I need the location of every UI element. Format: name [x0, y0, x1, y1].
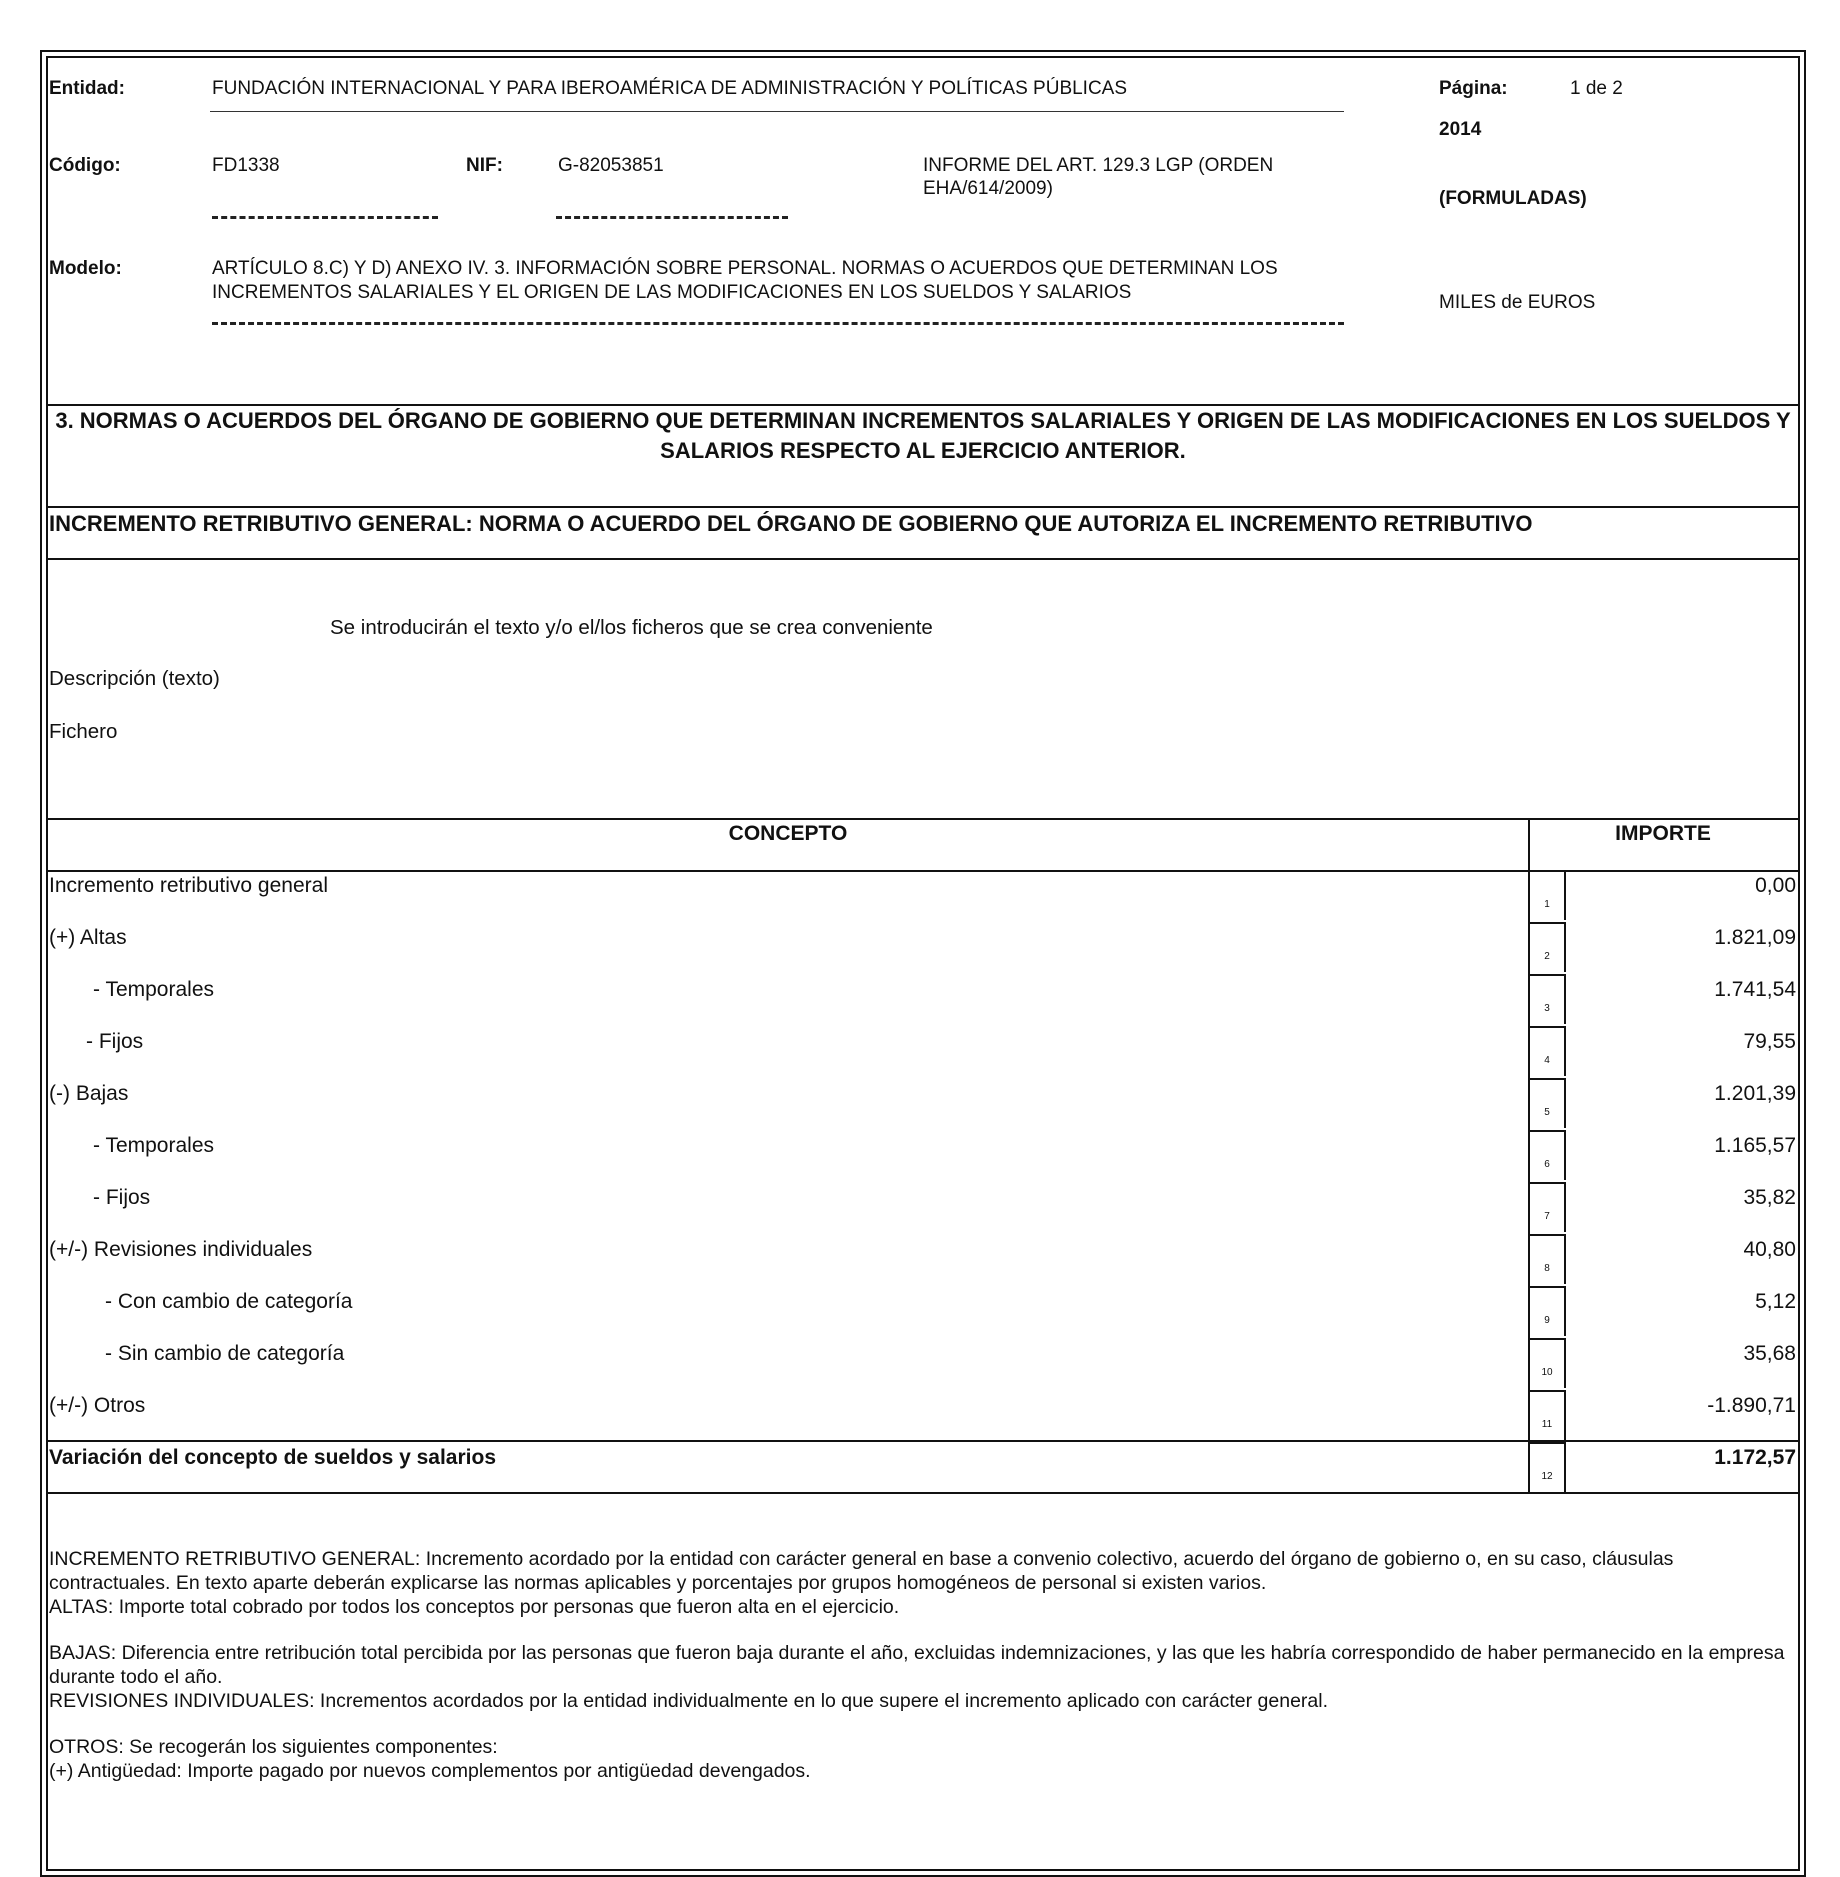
- column-header-concepto: CONCEPTO: [728, 822, 848, 845]
- informe-line-2: EHA/614/2009): [923, 178, 1053, 199]
- row-number: 5: [1528, 1078, 1566, 1128]
- row-number: 11: [1528, 1390, 1566, 1440]
- nif-value: G-82053851: [558, 155, 664, 176]
- codigo-label: Código:: [49, 155, 121, 176]
- row-number: 4: [1528, 1026, 1566, 1076]
- row-amount: 0,00: [1755, 874, 1796, 897]
- row-number: 9: [1528, 1286, 1566, 1336]
- row-label: - Temporales: [93, 978, 214, 1001]
- row-number: 2: [1528, 922, 1566, 972]
- section-title: 3. NORMAS O ACUERDOS DEL ÓRGANO DE GOBIERNO QUE DETERMINAN INCREMENTOS SALARIALES Y ORIGEN DE LAS MODIFICACIONES EN LOS SUELDOS Y SALARIOS RESPECTO AL EJERCICIO ANTERIOR.: [55, 408, 1791, 463]
- row-number: 6: [1528, 1130, 1566, 1180]
- table-top-border: [46, 818, 1800, 820]
- row-label: (+) Altas: [49, 926, 127, 949]
- entidad-label: Entidad:: [49, 78, 125, 99]
- row-label: Incremento retributivo general: [49, 874, 328, 897]
- row-amount: 1.201,39: [1714, 1082, 1796, 1105]
- row-label: - Sin cambio de categoría: [105, 1342, 345, 1365]
- row-label: (+/-) Otros: [49, 1394, 146, 1417]
- row-number: 3: [1528, 974, 1566, 1024]
- row-number: 1: [1528, 870, 1566, 920]
- table-bottom-border: [46, 1492, 1800, 1494]
- column-header-importe: IMPORTE: [1615, 822, 1711, 845]
- codigo-underline: [212, 216, 438, 219]
- formuladas-label: (FORMULADAS): [1439, 188, 1587, 209]
- informe-line-1: INFORME DEL ART. 129.3 LGP (ORDEN: [923, 155, 1274, 176]
- file-label: Fichero: [49, 720, 118, 743]
- modelo-label: Modelo:: [49, 258, 122, 279]
- row-amount: 40,80: [1743, 1238, 1796, 1261]
- description-label: Descripción (texto): [49, 667, 220, 690]
- modelo-line-2: INCREMENTOS SALARIALES Y EL ORIGEN DE LAS MODIFICACIONES EN LOS SUELDOS Y SALARIOS: [212, 282, 1132, 303]
- divider: [46, 558, 1800, 560]
- row-number: 7: [1528, 1182, 1566, 1232]
- entidad-underline: [210, 111, 1344, 112]
- row-amount: 1.165,57: [1714, 1134, 1796, 1157]
- row-amount: 5,12: [1755, 1290, 1796, 1313]
- note-antiguedad: (+) Antigüedad: Importe pagado por nuevos complementos por antigüedad devengados.: [49, 1760, 811, 1782]
- total-amount: 1.172,57: [1714, 1446, 1796, 1469]
- row-amount: 35,82: [1743, 1186, 1796, 1209]
- row-label: - Fijos: [86, 1030, 144, 1053]
- modelo-line-1: ARTÍCULO 8.C) Y D) ANEXO IV. 3. INFORMACIÓN SOBRE PERSONAL. NORMAS O ACUERDOS QUE DETERMINAN LOS: [212, 258, 1278, 279]
- note-otros: OTROS: Se recogerán los siguientes componentes:: [49, 1736, 498, 1758]
- row-amount: -1.890,71: [1707, 1394, 1796, 1417]
- pagina-label: Página:: [1439, 78, 1508, 99]
- row-label: (+/-) Revisiones individuales: [49, 1238, 313, 1261]
- year: 2014: [1439, 119, 1482, 140]
- row-label: (-) Bajas: [49, 1082, 129, 1105]
- row-label: - Fijos: [93, 1186, 151, 1209]
- note-bajas: BAJAS: Diferencia entre retribución total percibida por las personas que fueron baja durante el año, excluidas indemnizaciones, y las que les habría correspondido de haber permanecido en la empresa durante todo el año.: [49, 1642, 1785, 1688]
- row-number: 10: [1528, 1338, 1566, 1388]
- row-number: 12: [1528, 1442, 1566, 1492]
- note-incremento: INCREMENTO RETRIBUTIVO GENERAL: Incremento acordado por la entidad con carácter general en base a convenio colectivo, acuerdo del órgano de gobierno o, en su caso, cláusulas contractuales. En texto aparte deberán explicarse las normas aplicables y porcentajes por grupos homogéneos de personal si existen varios.: [49, 1548, 1674, 1594]
- divider: [46, 506, 1800, 508]
- attachment-instruction: Se introducirán el texto y/o el/los ficheros que se crea conveniente: [330, 616, 933, 639]
- units-label: MILES de EUROS: [1439, 292, 1596, 313]
- row-label: - Con cambio de categoría: [105, 1290, 353, 1313]
- row-amount: 79,55: [1743, 1030, 1796, 1053]
- note-altas: ALTAS: Importe total cobrado por todos los conceptos por personas que fueron alta en el ejercicio.: [49, 1596, 900, 1618]
- subsection-title: INCREMENTO RETRIBUTIVO GENERAL: NORMA O ACUERDO DEL ÓRGANO DE GOBIERNO QUE AUTORIZA EL INCREMENTO RETRIBUTIVO: [49, 511, 1533, 536]
- row-label: - Temporales: [93, 1134, 214, 1157]
- row-amount: 1.821,09: [1714, 926, 1796, 949]
- row-amount: 1.741,54: [1714, 978, 1796, 1001]
- entidad-value: FUNDACIÓN INTERNACIONAL Y PARA IBEROAMÉRICA DE ADMINISTRACIÓN Y POLÍTICAS PÚBLICAS: [212, 78, 1128, 99]
- codigo-value: FD1338: [212, 155, 280, 176]
- nif-underline: [556, 216, 788, 219]
- pagina-value: 1 de 2: [1570, 78, 1623, 99]
- modelo-underline: [212, 322, 1344, 325]
- nif-label: NIF:: [466, 155, 503, 176]
- row-amount: 35,68: [1743, 1342, 1796, 1365]
- notes: [49, 1547, 1797, 1783]
- note-revisiones: REVISIONES INDIVIDUALES: Incrementos acordados por la entidad individualmente en lo que supere el incremento aplicado con carácter general.: [49, 1690, 1329, 1712]
- row-number: 8: [1528, 1234, 1566, 1284]
- total-label: Variación del concepto de sueldos y salarios: [49, 1446, 496, 1469]
